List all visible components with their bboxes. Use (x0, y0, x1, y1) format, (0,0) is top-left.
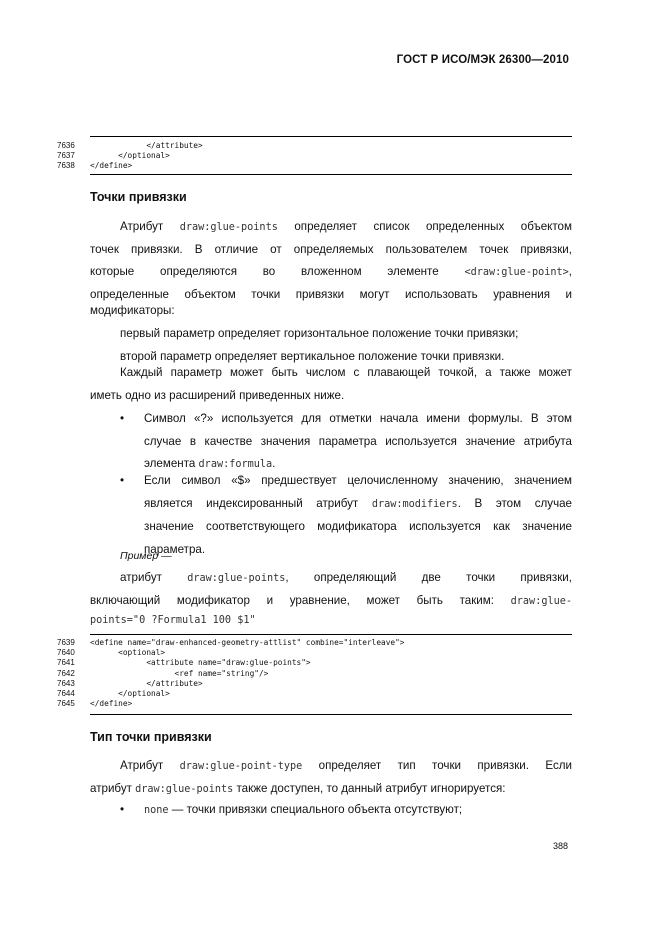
paragraph-line: Каждый параметр может быть числом с плавающей точкой, а также может (120, 366, 572, 379)
code-text: <define name="draw-enhanced-geometry-attlist" combine="interleave"> (90, 637, 405, 647)
code-line (57, 688, 577, 698)
paragraph-line: атрибут draw:glue-points также доступен, то данный атрибут игнорируется: (90, 781, 506, 795)
code-line (57, 678, 577, 688)
paragraph-line: которые определяются во вложенном элементе <draw:glue-point>, (90, 265, 572, 279)
line-number: 7637 (57, 150, 75, 160)
bullet-icon: • (120, 803, 125, 816)
paragraph-line: Атрибут draw:glue-points определяет список определенных объектом (120, 220, 572, 233)
page-number: 388 (552, 841, 568, 851)
paragraph-line: точек привязки. В отличие от определяемых пользователем точек привязки, (90, 242, 572, 256)
bullet-item: • Символ «?» используется для отметки начала имени формулы. В этом случае в качестве значения параметра используется значение атрибута элемента draw:formula. (90, 408, 572, 477)
code-top-rule (90, 634, 572, 635)
code-text: </attribute> (90, 140, 203, 150)
code-text: </define> (90, 699, 133, 709)
code-text: <ref name="string"/> (90, 668, 269, 678)
code-line (57, 140, 577, 150)
code-text: </optional> (90, 689, 170, 699)
list-item: первый параметр определяет горизонтальное положение точки привязки; (120, 327, 519, 340)
example-label: Пример — (120, 550, 172, 562)
code-block-1 (57, 140, 577, 171)
code-line (57, 668, 577, 678)
code-line (57, 150, 577, 160)
section-title: Тип точки привязки (90, 730, 212, 744)
paragraph-line: определенные объектом точки привязки могут использовать уравнения и (90, 287, 572, 301)
bullet-item: • none — точки привязки специального объекта отсутствуют; (90, 799, 572, 823)
line-number: 7645 (57, 699, 75, 709)
bullet-icon: • (120, 474, 125, 487)
paragraph-line: points="0 ?Formula1 100 $1" (90, 615, 256, 626)
line-number: 7641 (57, 658, 75, 668)
paragraph-line: Атрибут draw:glue-point-type определяет тип точки привязки. Если (120, 759, 572, 772)
list-item: второй параметр определяет вертикальное положение точки привязки. (120, 349, 505, 363)
paragraph-line: атрибут draw:glue-points, определяющий две точки привязки, (120, 571, 572, 584)
code-text: </attribute> (90, 678, 203, 688)
document-header: ГОСТ Р ИСО/МЭК 26300—2010 (396, 54, 569, 66)
code-bottom-rule (90, 714, 572, 715)
code-block-2 (57, 637, 577, 709)
code-bottom-rule (90, 174, 572, 175)
code-line (57, 647, 577, 657)
paragraph-line: включающий модификатор и уравнение, может быть таким: draw:glue- (90, 593, 572, 607)
line-number: 7642 (57, 668, 75, 678)
line-number: 7643 (57, 678, 75, 688)
bullet-icon: • (120, 412, 125, 425)
code-line (57, 658, 577, 668)
paragraph-line: модификаторы: (90, 304, 175, 317)
line-number: 7639 (57, 637, 75, 647)
paragraph-line: иметь одно из расширений приведенных ниже. (90, 388, 345, 402)
line-number: 7640 (57, 647, 75, 657)
code-text: <optional> (90, 647, 166, 657)
bullet-item: • Если символ «$» предшествует целочисленному значению, значением является индексированный атрибут draw:modifiers. В этом случае значение соответствующего модификатора используется как значение параметра. (90, 470, 572, 561)
code-line (57, 699, 577, 709)
code-top-rule (90, 136, 572, 137)
line-number: 7636 (57, 140, 75, 150)
code-text: </optional> (90, 150, 170, 160)
code-line (57, 637, 577, 647)
code-text: </define> (90, 161, 133, 171)
line-number: 7644 (57, 689, 75, 699)
section-title: Точки привязки (90, 190, 187, 204)
line-number: 7638 (57, 161, 75, 171)
code-text: <attribute name="draw:glue-points"> (90, 658, 311, 668)
code-line (57, 161, 577, 171)
